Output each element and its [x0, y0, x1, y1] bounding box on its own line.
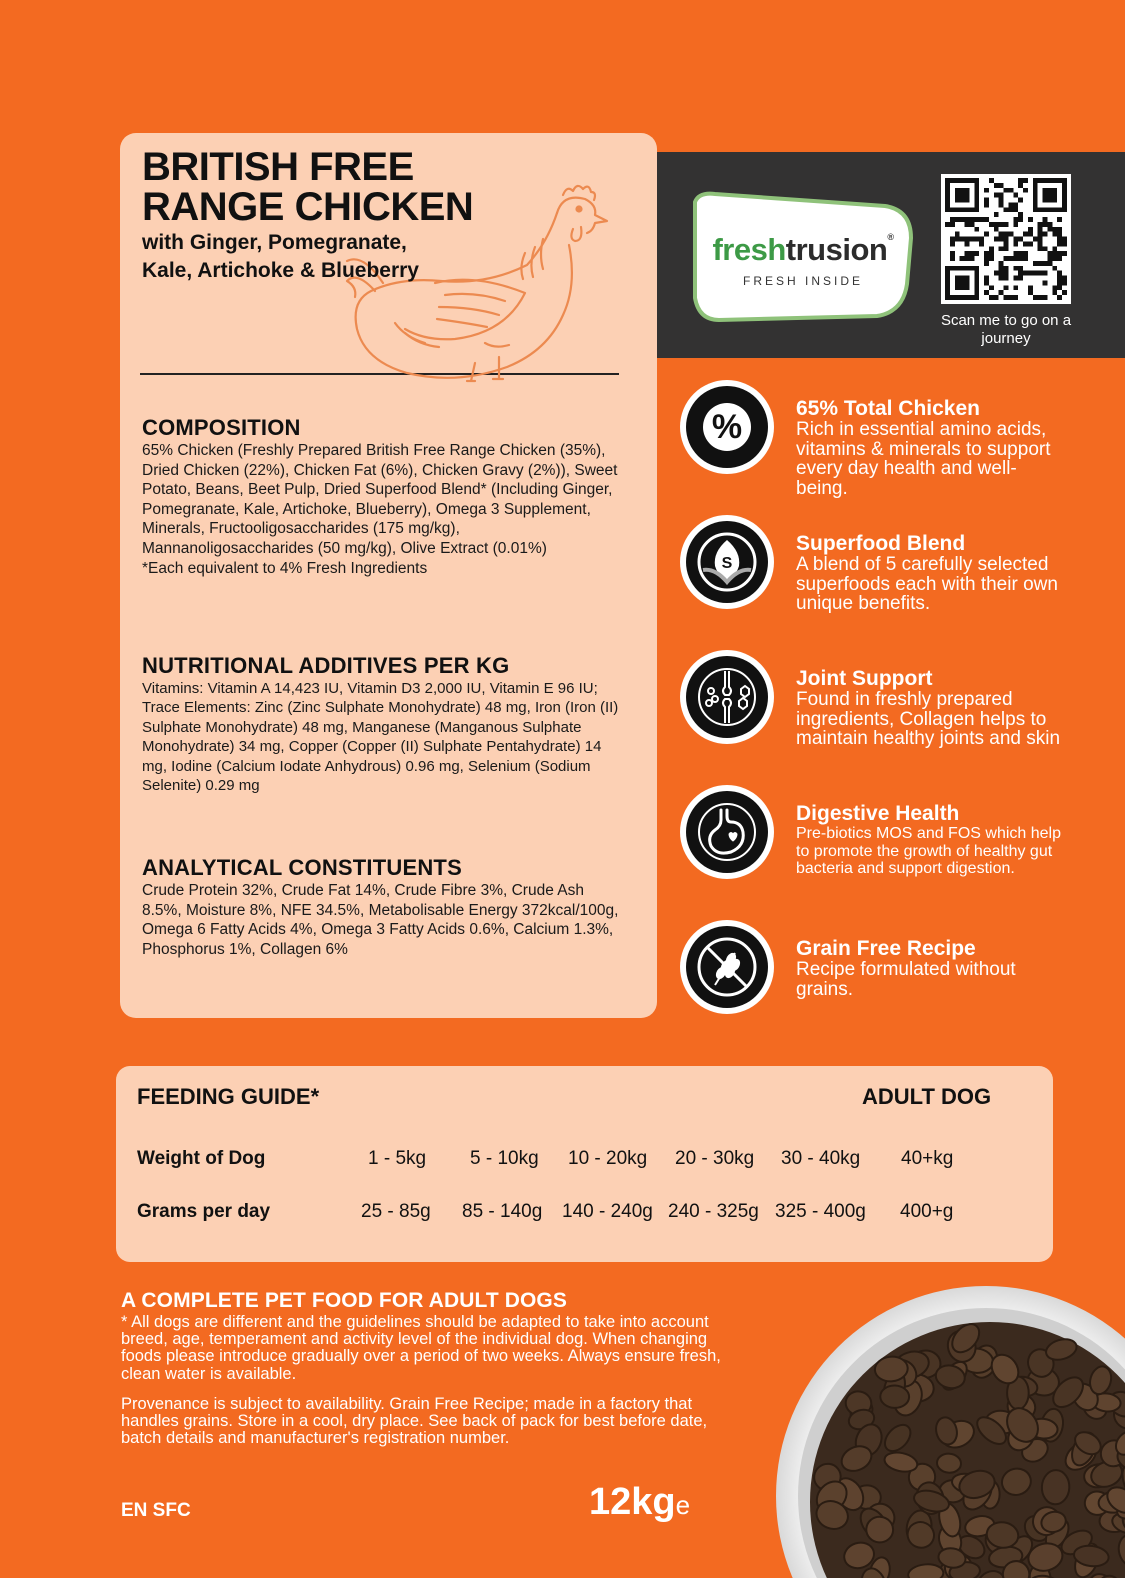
- composition-note: *Each equivalent to 4% Fresh Ingredients: [142, 559, 428, 577]
- brand-name-trusion: trusion: [785, 232, 888, 267]
- weight-cell: 10 - 20kg: [568, 1148, 648, 1169]
- benefit-digestive: [680, 785, 1120, 895]
- benefit-grain-free: [680, 920, 1120, 1030]
- grams-row-label: Grams per day: [137, 1201, 271, 1222]
- net-weight-value: 12kg: [589, 1481, 676, 1523]
- provenance-text: Provenance is subject to availability. Grain Free Recipe; made in a factory that handles grains. Store in a cool, dry place. See back of pack for best before date, batch details and manufacturer's registration number.: [121, 1395, 708, 1448]
- joint-icon: [680, 650, 774, 744]
- grams-cell: 240 - 325g: [668, 1201, 759, 1222]
- feeding-guide-title: FEEDING GUIDE*: [137, 1084, 320, 1109]
- weight-cell: 40+kg: [901, 1148, 954, 1169]
- composition-text: 65% Chicken (Freshly Prepared British Free Range Chicken (35%), Dried Chicken (22%), Chicken Fat (6%), Chicken Gravy (2%)), Sweet Potato, Beans, Beet Pulp, Dried Superfood Blend* (Including Ginger, Pomegranate, Kale, Artichoke, Blueberry), Omega 3 Supplement, Minerals, Fructooligosaccharides (175 mg/kg), Mannanoligosaccharides (50 mg/kg), Olive Extract (0.01%): [142, 442, 618, 557]
- benefit-text: Pre-biotics MOS and FOS which help to promote the growth of healthy gut bacteria and support digestion.: [796, 825, 1061, 877]
- weight-cell: 5 - 10kg: [470, 1148, 539, 1169]
- subtitle-line-2: Kale, Artichoke & Blueberry: [142, 259, 419, 282]
- feeding-guide-audience: ADULT DOG: [862, 1084, 992, 1109]
- food-bowl-image: [776, 1286, 1125, 1578]
- grams-row: [137, 1201, 1037, 1225]
- benefit-text: Found in freshly prepared ingredients, Collagen helps to maintain healthy joints and skin: [796, 689, 1061, 749]
- net-weight: [589, 1481, 690, 1524]
- benefit-title: Digestive Health: [796, 802, 960, 825]
- analytical-section: [142, 855, 622, 959]
- qr-code-icon: [945, 178, 1067, 300]
- svg-text:S: S: [721, 555, 733, 572]
- composition-panel: [120, 133, 657, 1018]
- estimated-mark: e: [675, 1490, 691, 1520]
- benefit-title: 65% Total Chicken: [796, 397, 980, 420]
- benefit-title: Superfood Blend: [796, 532, 966, 555]
- brand-name-fresh: fresh: [712, 232, 786, 267]
- composition-section: [142, 415, 622, 578]
- percent-icon: [680, 380, 774, 474]
- feeding-guide: [116, 1066, 1053, 1262]
- registered-mark: ®: [887, 232, 894, 242]
- language-code: EN SFC: [121, 1500, 191, 1521]
- weight-row-label: Weight of Dog: [137, 1148, 266, 1169]
- guideline-text: * All dogs are different and the guidelines should be adapted to take into account breed, age, temperament and activity level of the individual dog. When changing foods please introduce gradually over a period of two weeks. Always ensure fresh, clean water is available.: [121, 1313, 721, 1383]
- benefit-joint: [680, 650, 1120, 760]
- benefit-text: Rich in essential amino acids, vitamins & minerals to support every day health and well-being.: [796, 419, 1051, 499]
- subtitle-line-1: with Ginger, Pomegranate,: [142, 231, 407, 254]
- brand-strip: [657, 152, 1125, 358]
- qr-caption: Scan me to go on a journey: [940, 312, 1072, 347]
- grams-cell: 140 - 240g: [562, 1201, 653, 1222]
- brand-name: [703, 232, 903, 268]
- weight-row: [137, 1148, 1037, 1172]
- composition-heading: COMPOSITION: [142, 415, 301, 440]
- superfood-leaf-icon: [680, 515, 774, 609]
- benefit-superfood: [680, 515, 1120, 625]
- analytical-text: Crude Protein 32%, Crude Fat 14%, Crude Fibre 3%, Crude Ash 8.5%, Moisture 8%, NFE 34.5%, Metabolisable Energy 372kcal/100g, Omega 6 Fatty Acids 4%, Omega 3 Fatty Acids 0.6%, Calcium 1.3%, Phosphorus 1%, Collagen 6%: [142, 882, 619, 958]
- analytical-heading: ANALYTICAL CONSTITUENTS: [142, 855, 462, 880]
- grams-cell: 400+g: [900, 1201, 954, 1222]
- product-title: BRITISH FREE RANGE CHICKEN: [142, 145, 474, 229]
- svg-text:%: %: [711, 408, 743, 446]
- benefit-total-chicken: [680, 380, 1120, 499]
- brand-tagline: FRESH INSIDE: [742, 274, 863, 288]
- weight-cell: 1 - 5kg: [368, 1148, 427, 1169]
- stomach-icon: [680, 785, 774, 879]
- benefit-title: Joint Support: [796, 667, 933, 690]
- additives-section: [142, 653, 622, 795]
- complete-food-heading: A COMPLETE PET FOOD FOR ADULT DOGS: [121, 1289, 567, 1312]
- brand-logo: [685, 188, 917, 322]
- benefit-text: Recipe formulated without grains.: [796, 959, 1016, 1000]
- no-grain-icon: [680, 920, 774, 1014]
- grams-cell: 85 - 140g: [462, 1201, 543, 1222]
- benefit-text: A blend of 5 carefully selected superfoods each with their own unique benefits.: [796, 554, 1058, 614]
- additives-text: Vitamins: Vitamin A 14,423 IU, Vitamin D3 2,000 IU, Vitamin E 96 IU; Trace Elements: Zinc (Zinc Sulphate Monohydrate) 48 mg, Iron (Iron (II) Sulphate Monohydrate) 48 mg, Manganese (Manganous Sulphate Monohydrate) 34 mg, Copper (Copper (II) Sulphate Pentahydrate) 14 mg, Iodine (Calcium Iodate Anhydrous) 0.96 mg, Selenium (Sodium Selenite) 0.29 mg: [142, 680, 619, 795]
- weight-cell: 20 - 30kg: [675, 1148, 755, 1169]
- qr-code[interactable]: [941, 174, 1071, 304]
- grams-cell: 25 - 85g: [361, 1201, 431, 1222]
- product-subtitle: [142, 229, 635, 285]
- additives-heading: NUTRITIONAL ADDITIVES PER KG: [142, 653, 510, 678]
- grams-cell: 325 - 400g: [775, 1201, 866, 1222]
- benefit-title: Grain Free Recipe: [796, 937, 976, 960]
- weight-cell: 30 - 40kg: [781, 1148, 861, 1169]
